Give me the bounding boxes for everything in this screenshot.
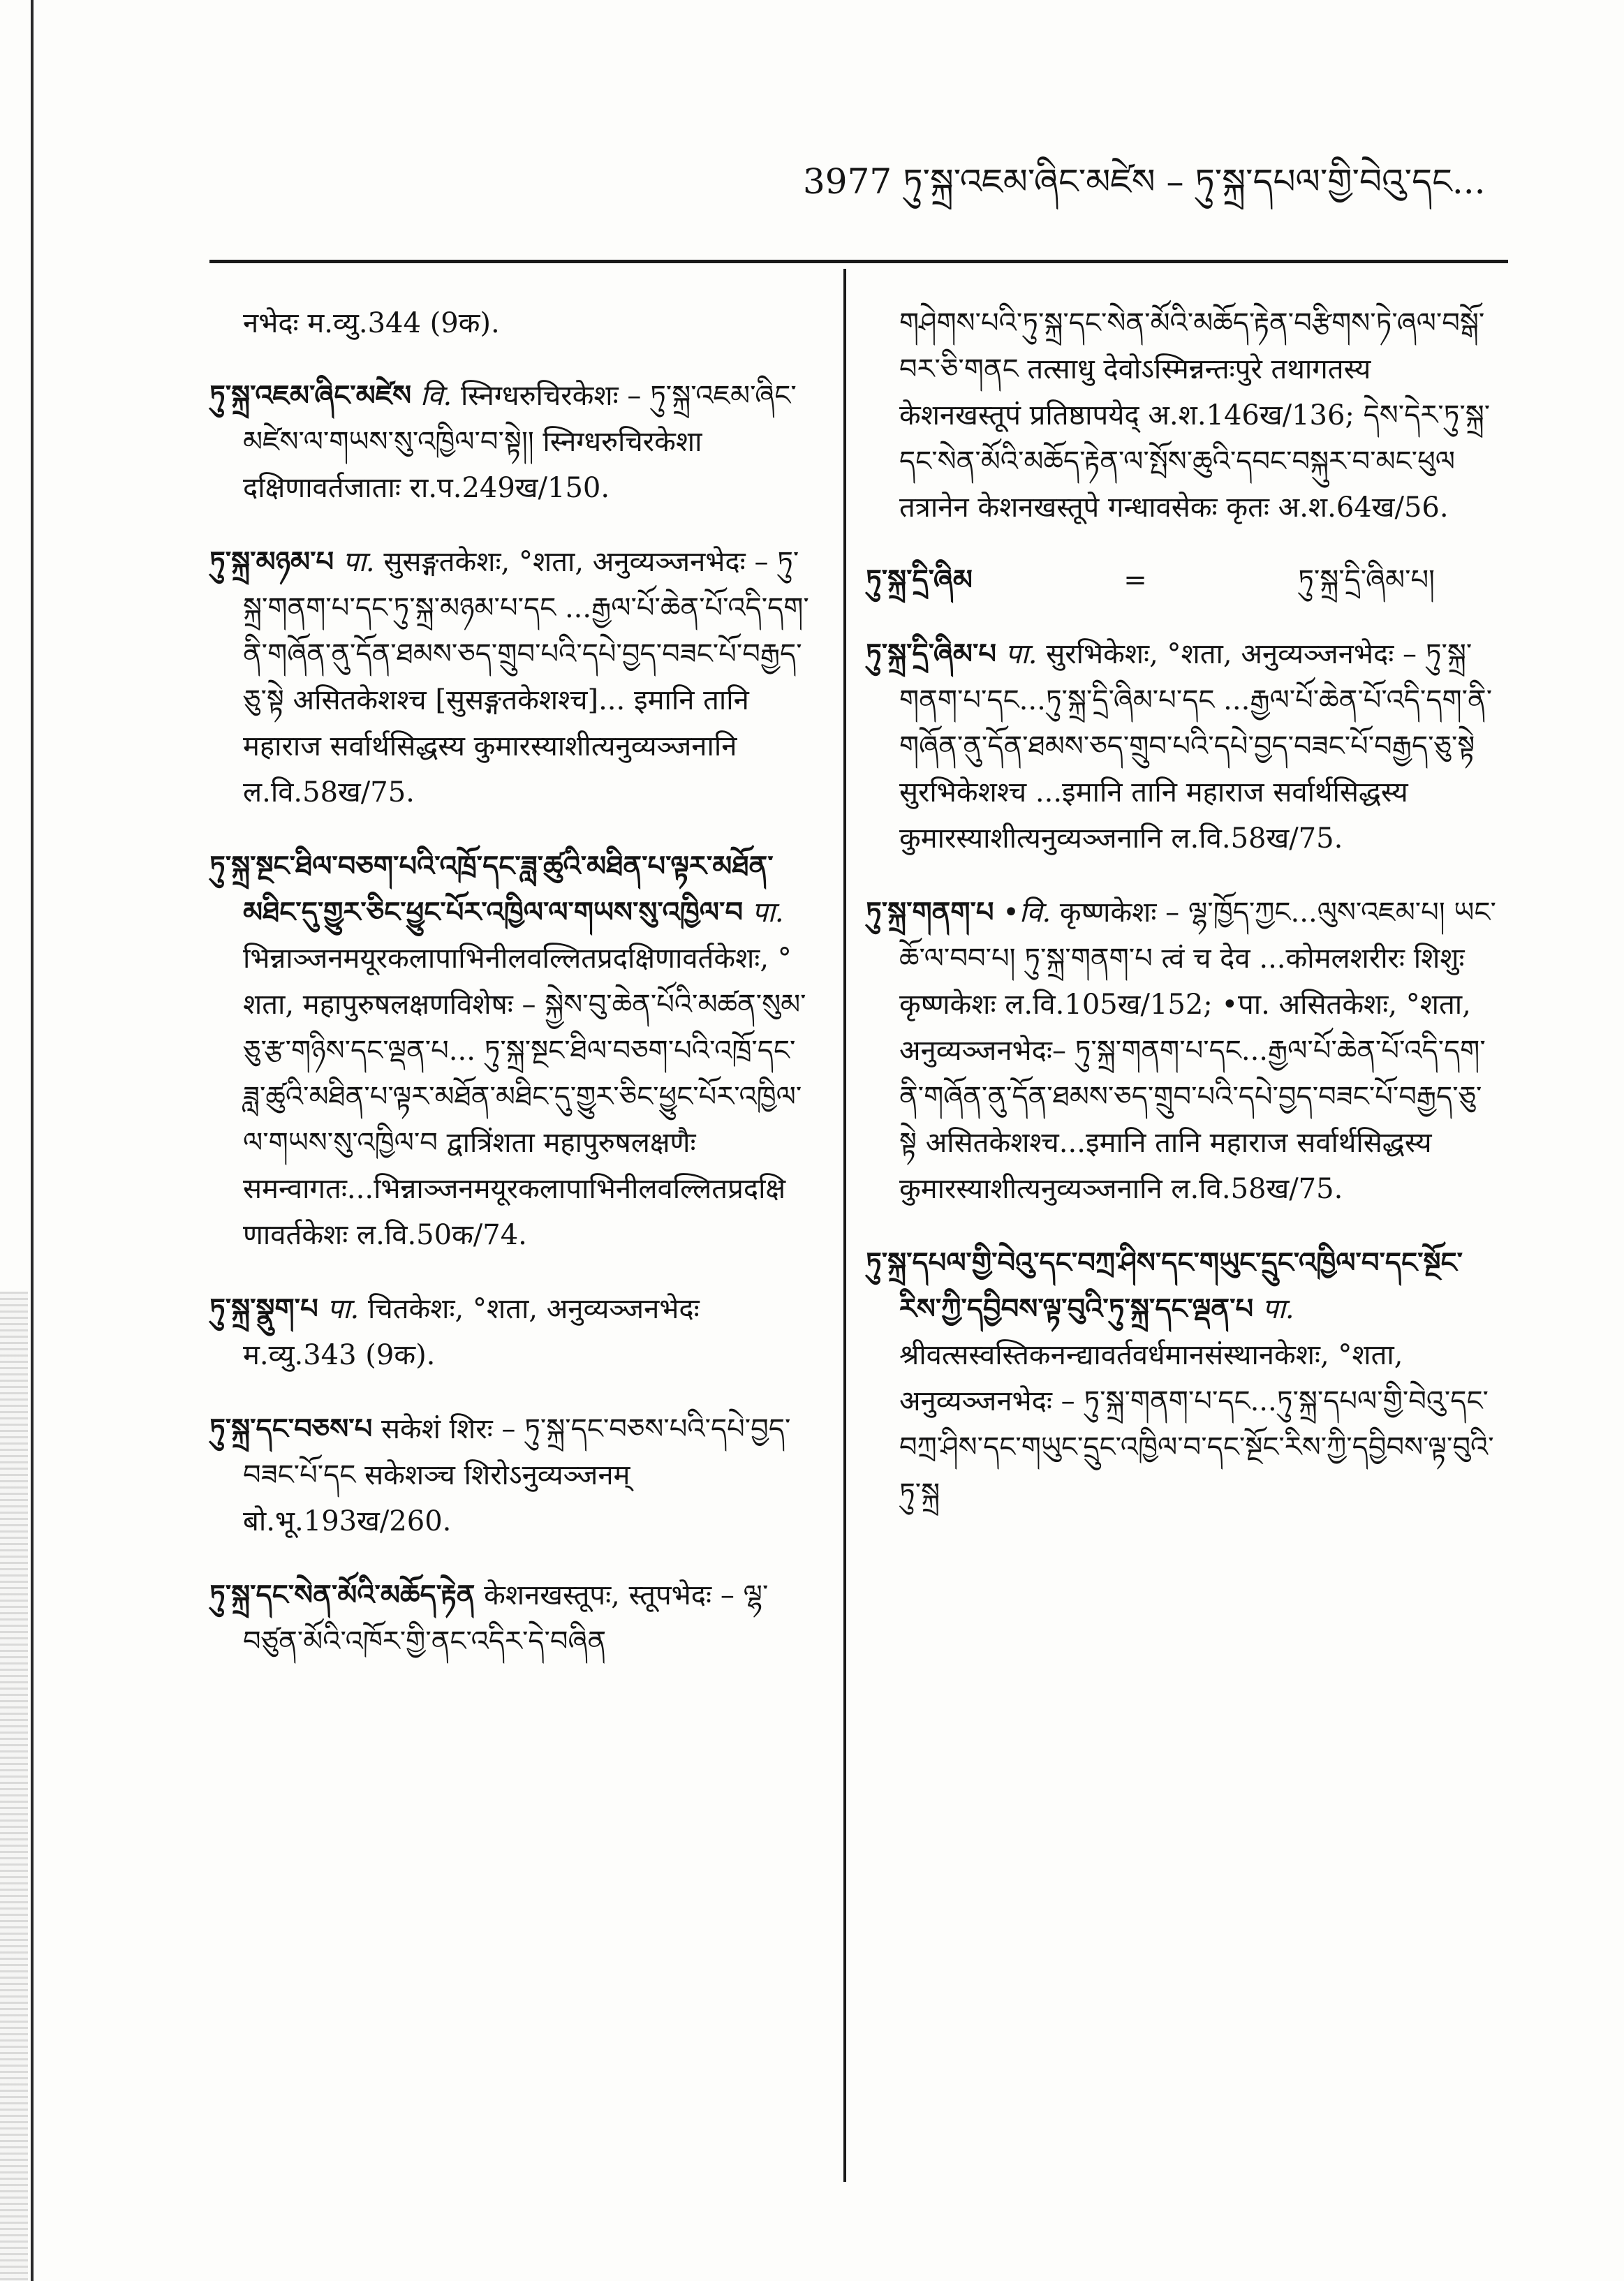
grammar-label: पा. bbox=[342, 546, 375, 578]
grammar-label: पा. bbox=[1262, 1293, 1294, 1325]
dictionary-entry bbox=[209, 1286, 810, 1378]
headword: ཏུ་སྐྲ་དང་སེན་མོའི་མཆོད་རྟེན bbox=[209, 1579, 475, 1611]
headword: ཏུ་སྐྲ་གནག་པ bbox=[866, 896, 994, 929]
dictionary-entry bbox=[866, 1240, 1498, 1516]
grammar-label: वि. bbox=[420, 380, 452, 412]
headword: ཏུ་སྐྲ་སྣུག་པ bbox=[209, 1292, 318, 1325]
entry-body: सकेशं शिरः – ཏུ་སྐྲ་དང་བཅས་པའི་དཔེ་བྱད་བཟང་པོ་དང सकेशञ्च शिरोऽनुव्यञ्जनम् बो.भू.193ख/260. bbox=[243, 1413, 791, 1537]
entry-body: श्रीवत्सस्वस्तिकनन्द्यावर्तवर्धमानसंस्थानकेशः, °शता, अनुव्यञ्जनभेदः – ཏུ་སྐྲ་གནག་པ་དང...ཏུ་སྐྲ་དཔལ་གྱི་བེའུ་དང་བཀྲ་ཤིས་དང་གཡུང་དྲུང་འཁྱིལ་བ་དང་སྔོང་རིས་ཀྱི་དབྱིབས་ལྟ་བུའི་ཏུ་སྐྲ bbox=[899, 1339, 1494, 1509]
headword: ཏུ་སྐྲ་མཉམ་པ bbox=[209, 545, 334, 578]
reference-target: ཏུ་སྐྲ་དྲི་ཞིམ་པ། bbox=[1298, 564, 1435, 596]
headword: ཏུ་སྐྲ་དྲི་ཞིམ་པ bbox=[866, 637, 996, 670]
header-entry-range: ཏུ་སྐྲ་འཇམ་ཞིང་མཛེས – ཏུ་སྐྲ་དཔལ་གྱི་བེའུ་དང... bbox=[903, 161, 1486, 202]
headword: ཏུ་སྐྲ་དང་བཅས་པ bbox=[209, 1412, 373, 1445]
entry-body: भिन्नाञ्जनमयूरकलापाभिनीलवल्लितप्रदक्षिणावर्तकेशः, ° शता, महापुरुषलक्षणविशेषः – སྐྱེས་བུ་ཆེན་པོའི་མཚན་སུམ་ཅུ་རྩ་གཉིས་དང་ལྡན་པ... ཏུ་སྐྲ་སྔང་ཐིལ་བཅག་པའི་འཁྲོ་དང་ཟླ་ཚུའི་མཐིན་པ་ལྟར་མཐོན་མཐིང་དུ་གྱུར་ཅིང་ཕྱུང་པོར་འཁྱིལ་ལ་གཡས་སུ་འཁྱིལ་བ द्वात्रिंशता महापुरुषलक्षणैः समन्वागतः...भिन्नाञ्जनमयूरकलापाभिनीलवल्लितप्रदक्षिणावर्तकेशः ल.वि.50क/74. bbox=[243, 943, 806, 1251]
entry-body: कृष्णकेशः – ལྷ་ཁྱོད་ཀྱང...ལུས་འཇམ་པ། ཡང་ཆོ་ལ་བབ་པ། ཏུ་སྐྲ་གནག་པ त्वं च देव ...कोमलशरीरः शिशुः कृष्णकेशः ल.वि.105ख/152; •पा. असितकेशः, °शता, अनुव्यञ्जनभेदः– ཏུ་སྐྲ་གནག་པ་དང...རྒྱལ་པོ་ཆེན་པོ་འདི་དག་ནི་གཞོན་ནུ་དོན་ཐམས་ཅད་གྲུབ་པའི་དཔེ་བྱད་བཟང་པོ་བརྒྱད་ཅུ་སྟེ असितकेशश्च...इमानि तानि महाराज सर्वार्थसिद्धस्य कुमारस्याशीत्यनुव्यञ्जनानि ल.वि.58ख/75. bbox=[899, 896, 1496, 1205]
entry-continuation: नभेदः म.व्यु.344 (9क). bbox=[243, 307, 500, 339]
headword: ཏུ་སྐྲ་དཔལ་གྱི་བེའུ་དང་བཀྲ་ཤིས་དང་གཡུང་དྲུང་འཁྱིལ་བ་དང་སྔོང་རིས་ཀྱི་དབྱིབས་ལྟ་བུའི་ཏུ་སྐྲ་དང་ལྡན་པ bbox=[866, 1246, 1463, 1325]
dictionary-entry bbox=[866, 889, 1498, 1212]
binding-edge-line bbox=[31, 0, 34, 2281]
headword: ཏུ་སྐྲ་སྔང་ཐིལ་བཅག་པའི་འཁྲོ་དང་ཟླ་ཚུའི་མཐིན་པ་ལྟར་མཐོན་མཐིང་དུ་གྱུར་ཅིང་ཕྱུང་པོར་འཁྱིལ་ལ་གཡས་སུ་འཁྱིལ་བ bbox=[209, 850, 774, 929]
dictionary-entry bbox=[209, 1572, 810, 1664]
entry-body: सुरभिकेशः, °शता, अनुव्यञ्जनभेदः – ཏུ་སྐྲ་གནག་པ་དང...ཏུ་སྐྲ་དྲི་ཞིམ་པ་དང ...རྒྱལ་པོ་ཆེན་པོ་འདི་དག་ནི་གཞོན་ནུ་དོན་ཐམས་ཅད་གྲུབ་པའི་དཔེ་བྱད་བཟང་པོ་བརྒྱད་ཅུ་སྟེ सुरभिकेशश्च ...इमानि तानि महाराज सर्वार्थसिद्धस्य कुमारस्याशीत्यनुव्यञ्जनानि ल.वि.58ख/75. bbox=[899, 638, 1493, 855]
grammar-label: पा. bbox=[1005, 638, 1038, 670]
cross-reference-entry bbox=[866, 557, 1498, 603]
dictionary-entry bbox=[209, 539, 810, 815]
dictionary-entry bbox=[209, 1406, 810, 1544]
dictionary-entry bbox=[866, 631, 1498, 862]
entry-body: चितकेशः, °शता, अनुव्यञ्जनभेदः म.व्यु.343 (9क). bbox=[243, 1293, 700, 1371]
dictionary-entry bbox=[209, 843, 810, 1258]
running-header bbox=[803, 154, 1501, 209]
entry-body: स्निग्धरुचिरकेशः – ཏུ་སྐྲ་འཇམ་ཞིང་མཛེས་ལ་གཡས་སུ་འཁྱིལ་བ་སྟེ།། स्निग्धरुचिरकेशा दक्षिणावर्तजाताः रा.प.249ख/150. bbox=[243, 380, 797, 504]
grammar-label: •वि. bbox=[1003, 896, 1051, 929]
header-rule bbox=[209, 260, 1508, 263]
grammar-label: पा. bbox=[327, 1293, 360, 1325]
left-column bbox=[209, 300, 810, 1692]
headword: ཏུ་སྐྲ་དྲི་ཞིམ bbox=[866, 563, 973, 596]
page-number: 3977 bbox=[803, 161, 892, 202]
equals-sign: = bbox=[1123, 564, 1147, 596]
column-divider bbox=[843, 269, 846, 2182]
dictionary-entry bbox=[209, 373, 810, 511]
grammar-label: पा. bbox=[751, 896, 784, 929]
entry-body: केशनखस्तूपः, स्तूपभेदः – ལྷ་བཙུན་མོའི་འཁོར་གྱི་ནང་འདིར་དེ་བཞིན bbox=[243, 1579, 769, 1658]
entry-continuation: གཤེགས་པའི་ཏུ་སྐྲ་དང་སེན་མོའི་མཆོད་རྟེན་བརྩིགས་ཏེ་ཞལ་བསྒོ་བར་ཅི་གནང तत्साधु देवोऽस्मिन्नन्तःपुरे तथागतस्य केशनखस्तूपं प्रतिष्ठापयेद् अ.श.146ख/136; དེས་དེར་ཏུ་སྐྲ་དང་སེན་མོའི་མཆོད་རྟེན་ལ་སྤོས་ཆུའི་དབང་བསྐུར་བ་མང་ཕུལ तत्रानेन केशनखस्तूपे गन्धावसेकः कृतः अ.श.64ख/56. bbox=[899, 307, 1491, 524]
binding-shadow bbox=[0, 1292, 28, 2281]
entry-body: सुसङ्गतकेशः, °शता, अनुव्यञ्जनभेदः – ཏུ་སྐྲ་གནག་པ་དང་ཏུ་སྐྲ་མཉམ་པ་དང ...རྒྱལ་པོ་ཆེན་པོ་འདི་དག་ནི་གཞོན་ནུ་དོན་ཐམས་ཅད་གྲུབ་པའི་དཔེ་བྱད་བཟང་པོ་བརྒྱད་ཅུ་སྟེ असितकेशश्च [सुसङ्गतकेशश्च]... इमानि तानि महाराज सर्वार्थसिद्धस्य कुमारस्याशीत्यनुव्यञ्जनानि ल.वि.58ख/75. bbox=[243, 546, 809, 809]
headword: ཏུ་སྐྲ་འཇམ་ཞིང་མཛེས bbox=[209, 379, 412, 412]
right-column bbox=[866, 300, 1498, 1544]
